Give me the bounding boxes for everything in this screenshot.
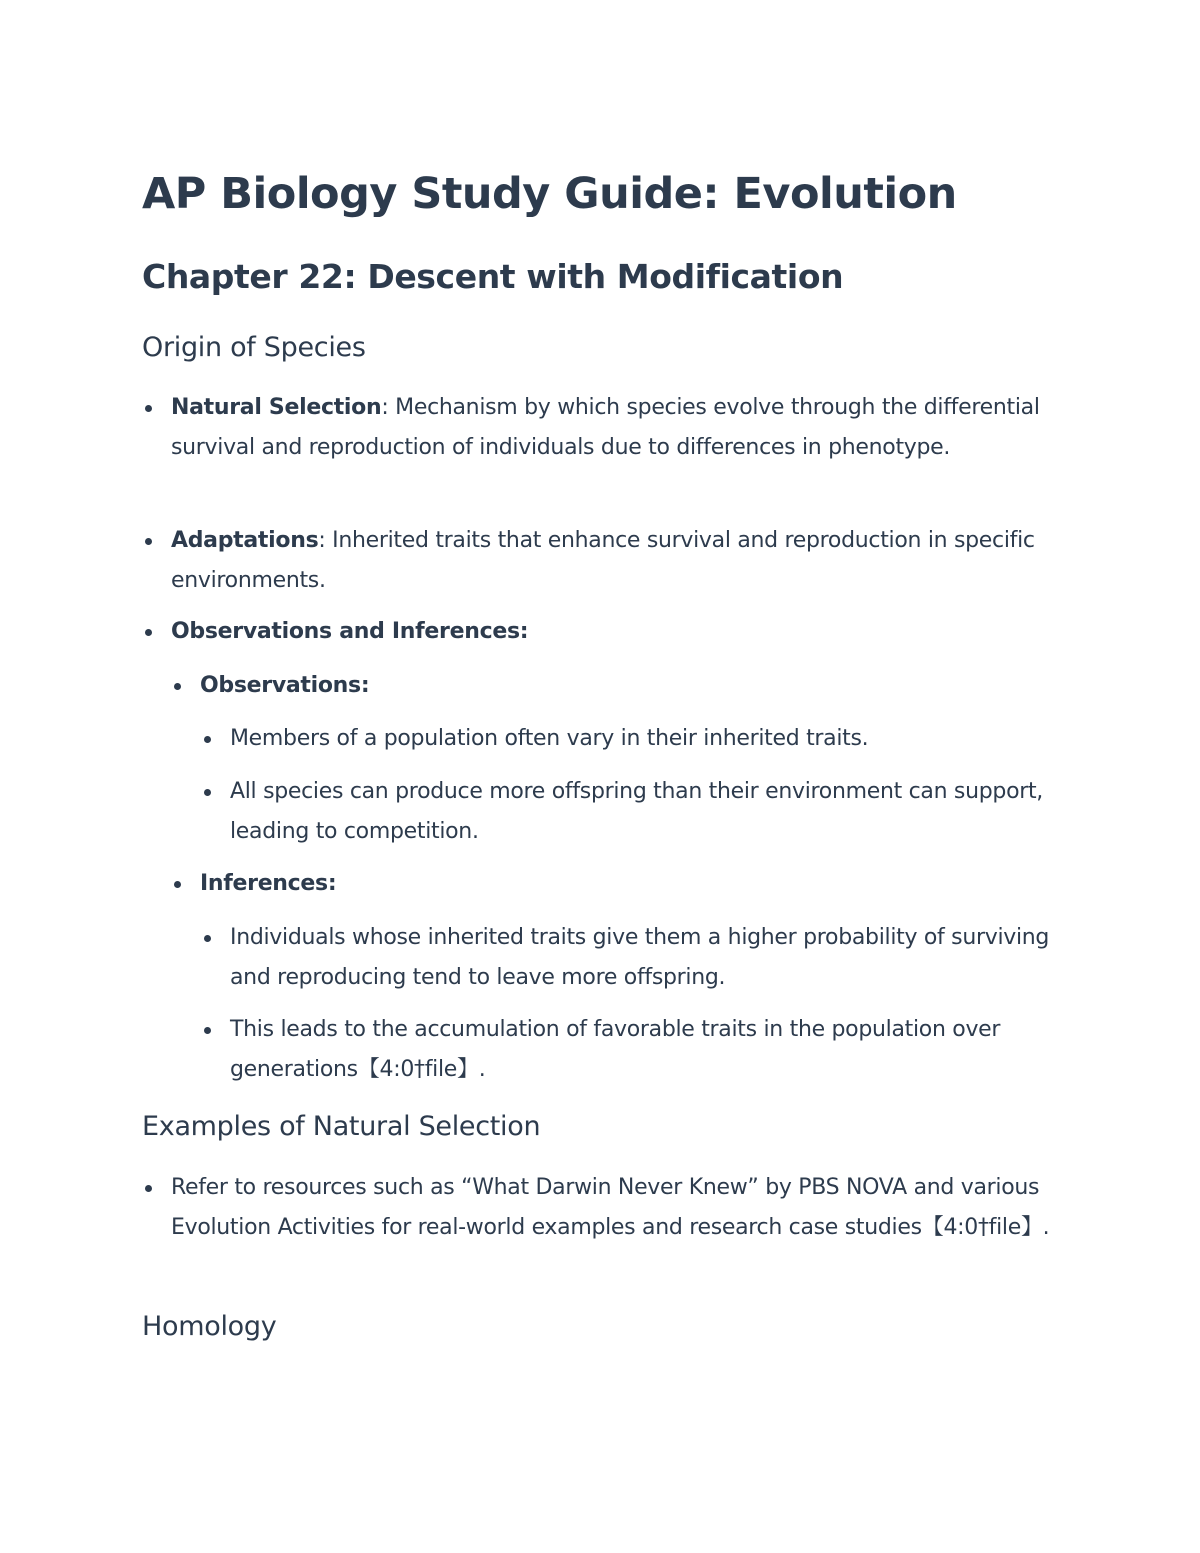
observations-and-inferences-suffix: : <box>519 619 529 644</box>
list-item-inference-1: Individuals whose inherited traits give them a higher probability of surviving and reproducing tend to leave more offspring. <box>230 918 1062 998</box>
chapter-heading: Chapter 22: Descent with Modification <box>142 257 844 296</box>
term-observations: Observations <box>200 673 361 698</box>
term-inferences: Inferences <box>200 871 328 896</box>
list-item-observations <box>200 666 1060 706</box>
term-natural-selection: Natural Selection <box>171 395 382 420</box>
term-adaptations: Adaptations <box>171 528 319 553</box>
section-heading-examples-of-natural-selection: Examples of Natural Selection <box>142 1111 541 1142</box>
list-item-examples-resources: Refer to resources such as “What Darwin Never Knew” by PBS NOVA and various Evolution Activities for real-world examples and research case studies【4:0†file】. <box>171 1168 1061 1248</box>
document-title: AP Biology Study Guide: Evolution <box>142 169 957 219</box>
list-item-inference-2: This leads to the accumulation of favorable traits in the population over generations【4:0†file】. <box>230 1010 1062 1090</box>
section-heading-origin-of-species: Origin of Species <box>142 332 366 363</box>
definition-natural-selection: : Mechanism by which species evolve through the differential survival and reproduction of individuals due to differences in phenotype. <box>171 395 1040 460</box>
list-item-adaptations <box>171 521 1061 601</box>
definition-adaptations: : Inherited traits that enhance survival and reproduction in specific environments. <box>171 528 1035 593</box>
term-observations-and-inferences: Observations and Inferences <box>171 619 520 644</box>
observations-suffix: : <box>360 673 370 698</box>
list-item-observation-1: Members of a population often vary in their inherited traits. <box>230 719 1062 759</box>
list-item-observation-2: All species can produce more offspring than their environment can support, leading to competition. <box>230 772 1062 852</box>
inferences-suffix: : <box>327 871 337 896</box>
section-heading-homology: Homology <box>142 1311 277 1342</box>
list-item-observations-and-inferences <box>171 612 1061 652</box>
list-item-inferences <box>200 864 1060 904</box>
list-item-natural-selection <box>171 388 1061 468</box>
